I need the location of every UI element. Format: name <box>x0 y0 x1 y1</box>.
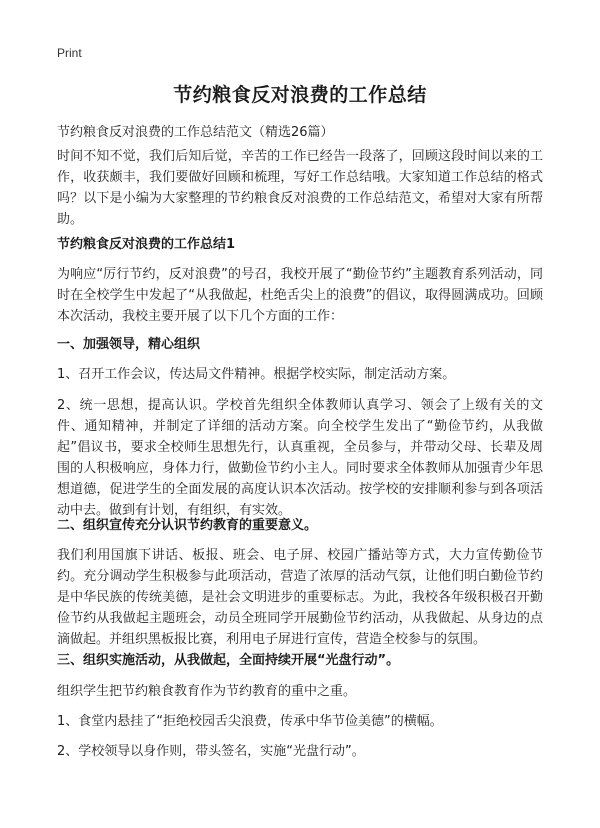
intro-paragraph: 时间不知不觉，我们后知后觉，辛苦的工作已经告一段落了，回顾这段时间以来的工作，收获颇丰，我们要做好回顾和梳理，写好工作总结哦。大家知道工作总结的格式吗？以下是小编为大家整理的节约粮食反对浪费的工作总结范文，希望对大家有所帮助。 <box>57 149 543 227</box>
part2-heading: 二、组织宣传充分认识节约教育的重要意义。 <box>57 518 318 533</box>
part3-item-2: 2、学校领导以身作则，带头签名，实施“光盘行动”。 <box>57 744 365 759</box>
document-subtitle: 节约粮食反对浪费的工作总结范文（精选26篇） <box>57 125 334 140</box>
part2-body: 我们利用国旗下讲话、板报、班会、电子屏、校园广播站等方式，大力宣传勤俭节约。充分调动学生积极参与此项活动，营造了浓厚的活动气氛，让他们明白勤俭节约是中华民族的传统美德，是社会文明进步的重要标志。为此，我校各年级积极召开勤俭节约从我做起主题班会，动员全班同学开展勤俭节约活动，从我做起、从身边的点滴做起。并组织黑板报比赛，利用电子屏进行宣传，营造全校参与的氛围。 <box>57 548 543 647</box>
document-title: 节约粮食反对浪费的工作总结 <box>173 84 427 106</box>
part3-item-1: 1、食堂内悬挂了“拒绝校园舌尖浪费，传承中华节俭美德”的横幅。 <box>57 714 443 729</box>
part1-item-1: 1、召开工作会议，传达局文件精神。根据学校实际，制定活动方案。 <box>57 367 456 382</box>
part1-heading: 一、加强领导，精心组织 <box>57 337 201 352</box>
section-heading: 节约粮食反对浪费的工作总结1 <box>57 237 236 252</box>
part3-intro: 组织学生把节约粮食教育作为节约教育的重中之重。 <box>57 684 357 699</box>
part3-heading: 三、组织实施活动，从我做起，全面持续开展“光盘行动”。 <box>57 653 400 668</box>
section-intro-paragraph: 为响应“厉行节约，反对浪费”的号召，我校开展了“勤俭节约”主题教育系列活动，同时在全校学生中发起了“从我做起，杜绝舌尖上的浪费”的倡议，取得圆满成功。回顾本次活动，我校主要开展了以下几个方面的工作： <box>57 267 543 324</box>
part1-item-2: 2、统一思想，提高认识。学校首先组织全体教师认真学习、领会了上级有关的文件、通知精神，并制定了详细的活动方案。向全校学生发出了“勤俭节约，从我做起”倡议书，要求全校师生思想先行，认真重视，全员参与，并带动父母、长辈及周围的人积极响应，身体力行，做勤俭节约小主人。同时要求全体教师从加强青少年思想道德，促进学生的全面发展的高度认识本次活动。按学校的安排顺利参与到各项活动中去。做到有计划，有组织，有实效。 <box>57 398 543 518</box>
print-label[interactable]: Print <box>57 46 82 60</box>
